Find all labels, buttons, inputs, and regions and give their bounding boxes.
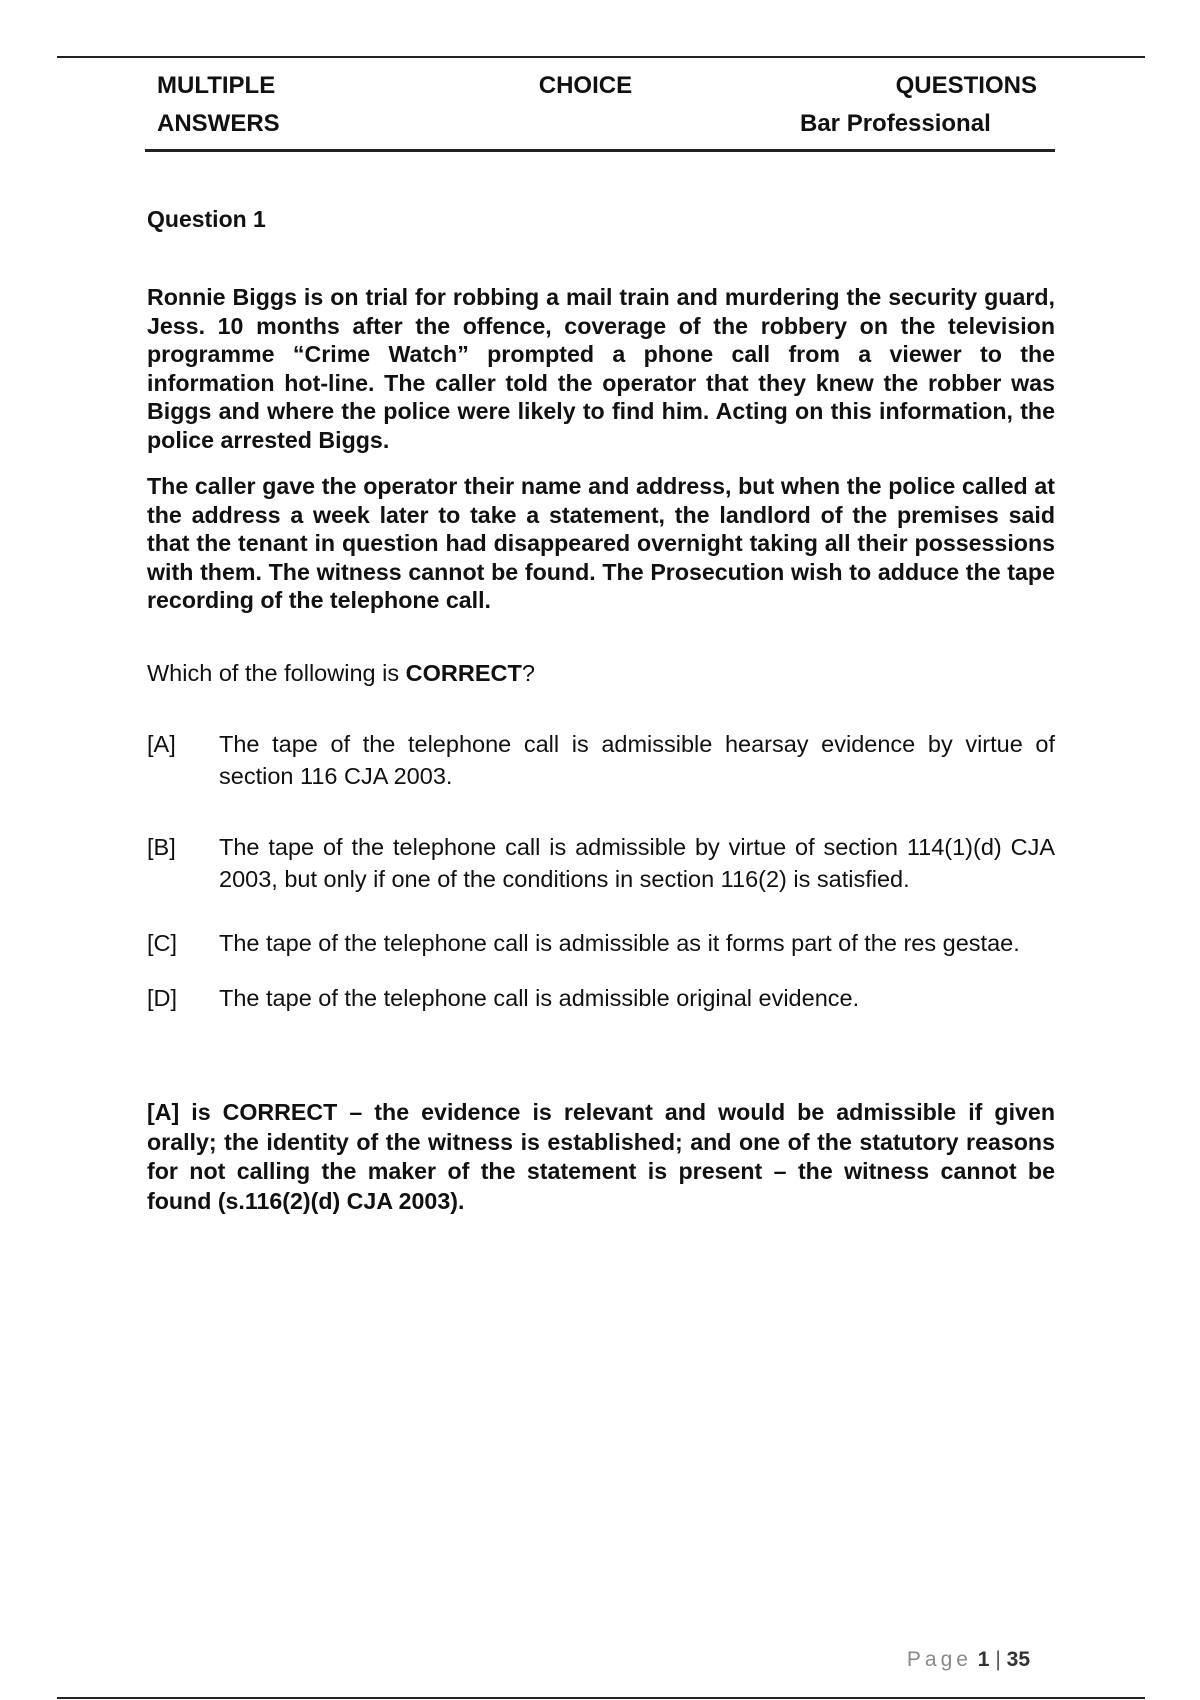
option-a-text: The tape of the telephone call is admissible hearsay evidence by virtue of section 116 CJA 2003. — [219, 731, 1055, 789]
answer-explanation: [A] is CORRECT – the evidence is relevant and would be admissible if given orally; the identity of the witness is established; and one of the statutory reasons for not calling the maker of the statement is present – the witness cannot be found (s.116(2)(d) CJA 2003). — [147, 1099, 1055, 1214]
question-prompt — [147, 660, 535, 687]
header-subject: Bar Professional — [800, 110, 991, 137]
header-word-choice: CHOICE — [538, 72, 633, 99]
page-current: 1 — [977, 1648, 990, 1671]
page-total: 35 — [1006, 1648, 1030, 1671]
option-d-text: The tape of the telephone call is admissible original evidence. — [219, 985, 860, 1011]
header-word-multiple: MULTIPLE — [157, 72, 276, 99]
option-a-label: [A] — [147, 731, 176, 757]
option-c-label: [C] — [147, 930, 178, 956]
page-separator: | — [995, 1648, 1001, 1671]
option-d-label: [D] — [147, 985, 178, 1011]
header-word-questions: QUESTIONS — [895, 72, 1037, 99]
option-d — [147, 982, 1055, 1014]
prompt-emphasis: CORRECT — [405, 660, 522, 686]
header-title-row — [157, 72, 1037, 100]
top-rule — [57, 56, 1145, 58]
option-c — [147, 927, 1055, 959]
header-answers-label: ANSWERS — [157, 110, 280, 137]
page-number — [907, 1648, 1030, 1672]
option-c-text: The tape of the telephone call is admissible as it forms part of the res gestae. — [219, 930, 1020, 956]
bottom-rule — [57, 1697, 1145, 1699]
prompt-suffix: ? — [521, 660, 535, 686]
option-a — [147, 728, 1055, 792]
option-b-text: The tape of the telephone call is admissible by virtue of section 114(1)(d) CJA 2003, but only if one of the conditions in section 116(2) is satisfied. — [219, 834, 1055, 892]
document-header — [145, 68, 1055, 152]
option-b — [147, 831, 1055, 895]
question-paragraph-1: Ronnie Biggs is on trial for robbing a mail train and murdering the security guard, Jess. 10 months after the offence, coverage of the robbery on the television programme “Crime Watch” prompted a phone call from a viewer to the information hot-line. The caller told the operator that they knew the robber was Biggs and where the police were likely to find him. Acting on this information, the police arrested Biggs. — [147, 284, 1055, 453]
question-title: Question 1 — [147, 206, 266, 232]
page-word: Page — [906, 1648, 972, 1671]
option-b-label: [B] — [147, 834, 176, 860]
prompt-prefix: Which of the following is — [147, 660, 406, 686]
question-paragraph-2: The caller gave the operator their name and address, but when the police called at the address a week later to take a statement, the landlord of the premises said that the tenant in question had disappeared overnight taking all their possessions with them. The witness cannot be found. The Prosecution wish to adduce the tape recording of the telephone call. — [147, 473, 1055, 614]
